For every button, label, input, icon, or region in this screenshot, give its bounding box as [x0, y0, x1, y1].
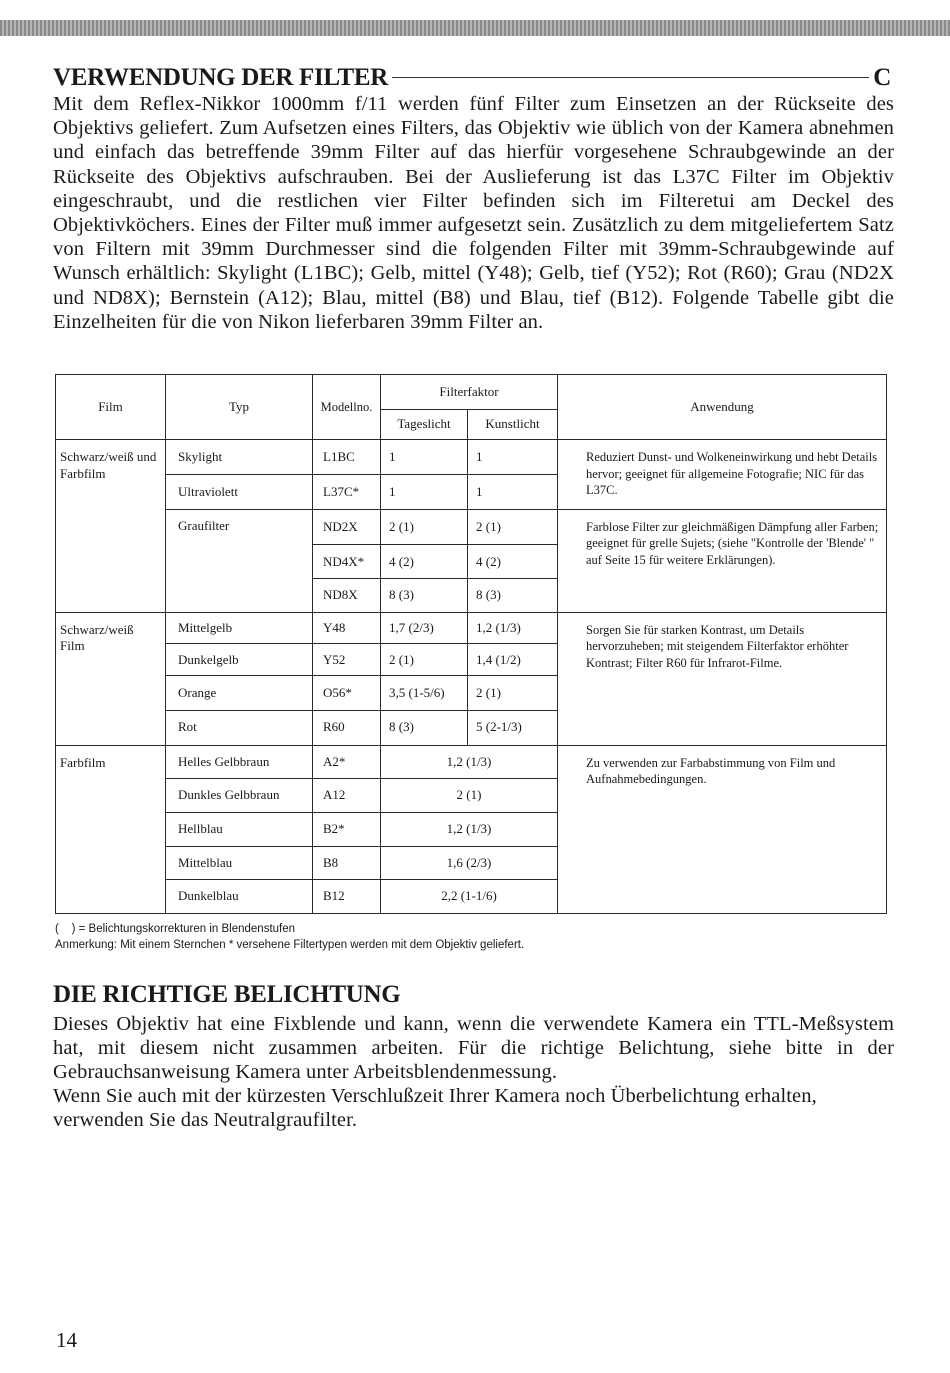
- filter-intro-paragraph: Mit dem Reflex-Nikkor 1000mm f/11 werden fünf Filter zum Einsetzen an der Rückseite des Objektivs geliefert. Zum Aufsetzen eines Filters, das Objektiv wie üblich von der Kamera abnehmen und einfach das betreffende 39mm Filter auf das hierfür vorgesehene Schraubgewinde an der Rückseite des Objektivs aufschrauben. Bei der Auslieferung ist das L37C Filter im Objektiv eingeschraubt, und die restlichen vier Filter befinden sich im Filteretui am Deckel des Objektivköchers. Eines der Filter muß immer aufgesetzt sein. Zusätzlich zu dem mitgeliefertem Satz von Filtern mit 39mm Durchmesser sind die folgenden Filter mit 39mm-Schraubgewinde auf Wunsch erhältlich: Skylight (L1BC); Gelb, mittel (Y48); Gelb, tief (Y52); Rot (R60); Grau (ND2X und ND8X); Bernstein (A12); Blau, mittel (B8) und Blau, tief (B12). Folgende Tabelle gibt die Einzelheiten für die von Nikon lieferbaren 39mm Filter an.: [53, 93, 894, 333]
- factor-artificial: 5 (2-1/3): [468, 710, 558, 745]
- factor-artificial: 2 (1): [468, 676, 558, 711]
- factor-daylight: 1: [381, 475, 468, 510]
- filter-type: Dunkles Gelbbraun: [166, 779, 313, 813]
- heading-rule: [392, 77, 869, 78]
- filter-type: Graufilter: [166, 509, 313, 612]
- section-title: VERWENDUNG DER FILTER: [53, 64, 389, 91]
- application-text: Sorgen Sie für starken Kontrast, um Details hervorzuheben; mit steigendem Filterfaktor erhöhter Kontrast; Filter R60 für Infrarot-Filme.: [558, 612, 887, 745]
- factor-artificial: 4 (2): [468, 545, 558, 579]
- filter-type: Mittelgelb: [166, 612, 313, 644]
- factor-artificial: 8 (3): [468, 579, 558, 613]
- model-no: O56*: [313, 676, 381, 711]
- exposure-paragraph-2: Wenn Sie auch mit der kürzesten Verschlußzeit Ihrer Kamera noch Überbelichtung erhalten, verwenden Sie das Neutralgraufilter.: [53, 1085, 817, 1132]
- application-text: Farblose Filter zur gleichmäßigen Dämpfung aller Farben; geeignet für grelle Sujets; (siehe "Kontrolle der 'Blende' " auf Seite 15 für weitere Erklärungen).: [558, 509, 887, 612]
- filter-type: Orange: [166, 676, 313, 711]
- factor-combined: 1,2 (1/3): [381, 812, 558, 846]
- page-number: 14: [56, 1328, 77, 1352]
- table-notes: [55, 921, 524, 953]
- table-row: [56, 440, 887, 475]
- header-kunstlicht: Kunstlicht: [468, 409, 558, 440]
- factor-combined: 1,6 (2/3): [381, 846, 558, 880]
- factor-daylight: 8 (3): [381, 710, 468, 745]
- factor-artificial: 1,2 (1/3): [468, 612, 558, 644]
- factor-daylight: 4 (2): [381, 545, 468, 579]
- model-no: L37C*: [313, 475, 381, 510]
- model-no: Y48: [313, 612, 381, 644]
- model-no: B2*: [313, 812, 381, 846]
- filter-type: Rot: [166, 710, 313, 745]
- model-no: ND4X*: [313, 545, 381, 579]
- header-modell: Modellno.: [313, 375, 381, 440]
- section-title-belichtung: DIE RICHTIGE BELICHTUNG: [53, 981, 401, 1008]
- section-marker: C: [873, 64, 891, 91]
- factor-combined: 2 (1): [381, 779, 558, 813]
- factor-combined: 2,2 (1-1/6): [381, 880, 558, 914]
- header-filterfaktor: Filterfaktor: [381, 375, 558, 410]
- table-header-row: [56, 375, 887, 410]
- table-row: [56, 509, 887, 545]
- factor-artificial: 1,4 (1/2): [468, 644, 558, 676]
- filter-type: Helles Gelbbraun: [166, 745, 313, 779]
- note-asterisk: Anmerkung: Mit einem Sternchen * versehene Filtertypen werden mit dem Objektiv geliefert.: [55, 939, 525, 951]
- exposure-paragraph-1: Dieses Objektiv hat eine Fixblende und kann, wenn die verwendete Kamera ein TTL-Meßsystem hat, mit diesem nicht zusammen arbeiten. Für die richtige Belichtung, siehe bitte in der Gebrauchsanweisung Kamera unter Arbeitsblendenmessung.: [53, 1013, 894, 1084]
- factor-daylight: 1,7 (2/3): [381, 612, 468, 644]
- section-heading-filter: [53, 64, 891, 92]
- filter-type: Dunkelgelb: [166, 644, 313, 676]
- factor-daylight: 2 (1): [381, 509, 468, 545]
- factor-daylight: 2 (1): [381, 644, 468, 676]
- factor-artificial: 2 (1): [468, 509, 558, 545]
- application-text: Reduziert Dunst- und Wolkeneinwirkung und hebt Details hervor; geeignet für allgemeine Fotografie; NIC für das L37C.: [558, 440, 887, 509]
- application-text: Zu verwenden zur Farbabstimmung von Film und Aufnahmebedingungen.: [558, 745, 887, 913]
- table-row: [56, 612, 887, 644]
- model-no: B8: [313, 846, 381, 880]
- factor-artificial: 1: [468, 440, 558, 475]
- factor-artificial: 1: [468, 475, 558, 510]
- model-no: ND8X: [313, 579, 381, 613]
- header-film: Film: [56, 375, 166, 440]
- filter-type: Dunkelblau: [166, 880, 313, 914]
- note-correction: ( ) = Belichtungskorrekturen in Blendenstufen: [55, 923, 296, 935]
- film-group: Farbfilm: [56, 745, 166, 913]
- filter-type: Mittelblau: [166, 846, 313, 880]
- film-group: Schwarz/weiß und Farbfilm: [56, 440, 166, 613]
- factor-daylight: 1: [381, 440, 468, 475]
- model-no: A2*: [313, 745, 381, 779]
- filter-type: Hellblau: [166, 812, 313, 846]
- scan-header-bar: [0, 20, 950, 36]
- model-no: R60: [313, 710, 381, 745]
- model-no: L1BC: [313, 440, 381, 475]
- factor-combined: 1,2 (1/3): [381, 745, 558, 779]
- filter-type: Skylight: [166, 440, 313, 475]
- model-no: A12: [313, 779, 381, 813]
- model-no: Y52: [313, 644, 381, 676]
- filter-table: [55, 374, 887, 914]
- model-no: B12: [313, 880, 381, 914]
- factor-daylight: 8 (3): [381, 579, 468, 613]
- header-typ: Typ: [166, 375, 313, 440]
- film-group: Schwarz/weiß Film: [56, 612, 166, 745]
- model-no: ND2X: [313, 509, 381, 545]
- table-row: [56, 745, 887, 779]
- header-tageslicht: Tageslicht: [381, 409, 468, 440]
- factor-daylight: 3,5 (1-5/6): [381, 676, 468, 711]
- filter-type: Ultraviolett: [166, 475, 313, 510]
- header-anwendung: Anwendung: [558, 375, 887, 440]
